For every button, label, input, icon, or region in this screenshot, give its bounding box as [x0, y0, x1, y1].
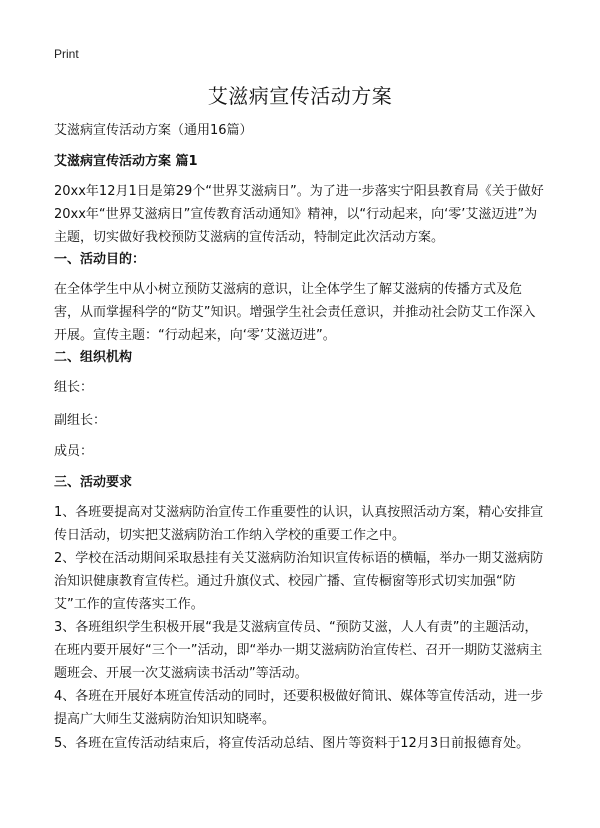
member-line: 成员：: [54, 444, 94, 459]
requirement-item-4: 4、各班在开展好本班宣传活动的同时，还要积极做好简讯、媒体等宣传活动，进一步提高广大师生艾滋病防治知识知晓率。: [54, 689, 544, 727]
goal-heading: 一、活动目的：: [54, 252, 146, 267]
goal-paragraph: 在全体学生中从小树立预防艾滋病的意识，让全体学生了解艾滋病的传播方式及危害，从而掌握科学的“防艾”知识。增强学生社会责任意识，并推动社会防艾工作深入开展。宣传主题：“行动起来，向‘零’艾滋迈进”。: [54, 282, 536, 343]
print-link[interactable]: Print: [54, 47, 79, 61]
part-heading: 艾滋病宣传活动方案 篇1: [54, 154, 198, 169]
requirement-item-3: 3、各班组织学生积极开展“我是艾滋病宣传员、“预防艾滋，人人有责”的主题活动，在班内要开展好“三个一”活动，即“举办一期艾滋病防治宣传栏、召开一期防艾滋病主题班会、开展一次艾滋病读书活动”等活动。: [54, 620, 543, 681]
requirement-item-1: 1、各班要提高对艾滋病防治宣传工作重要性的认识，认真按照活动方案，精心安排宣传日活动，切实把艾滋病防治工作纳入学校的重要工作之中。: [54, 505, 544, 543]
document-subtitle: 艾滋病宣传活动方案（通用16篇）: [54, 123, 253, 138]
requirements-heading: 三、活动要求: [54, 475, 133, 490]
deputy-leader-line: 副组长：: [54, 413, 107, 428]
organization-heading: 二、组织机构: [54, 350, 133, 365]
leader-line: 组长：: [54, 380, 94, 395]
page-title: 艾滋病宣传活动方案: [207, 84, 393, 108]
requirement-item-2: 2、学校在活动期间采取悬挂有关艾滋病防治知识宣传标语的横幅，举办一期艾滋病防治知识健康教育宣传栏。通过升旗仪式、校园广播、宣传橱窗等形式切实加强“防艾”工作的宣传落实工作。: [54, 551, 544, 612]
intro-paragraph: 20xx年12月1日是第29个“世界艾滋病日”。为了进一步落实宁阳县教育局《关于做好20xx年“世界艾滋病日”宣传教育活动通知》精神，以“行动起来，向‘零’艾滋迈进”为主题，切实做好我校预防艾滋病的宣传活动，特制定此次活动方案。: [54, 184, 544, 245]
requirement-item-5: 5、各班在宣传活动结束后，将宣传活动总结、图片等资料于12月3日前报德育处。: [54, 736, 530, 751]
